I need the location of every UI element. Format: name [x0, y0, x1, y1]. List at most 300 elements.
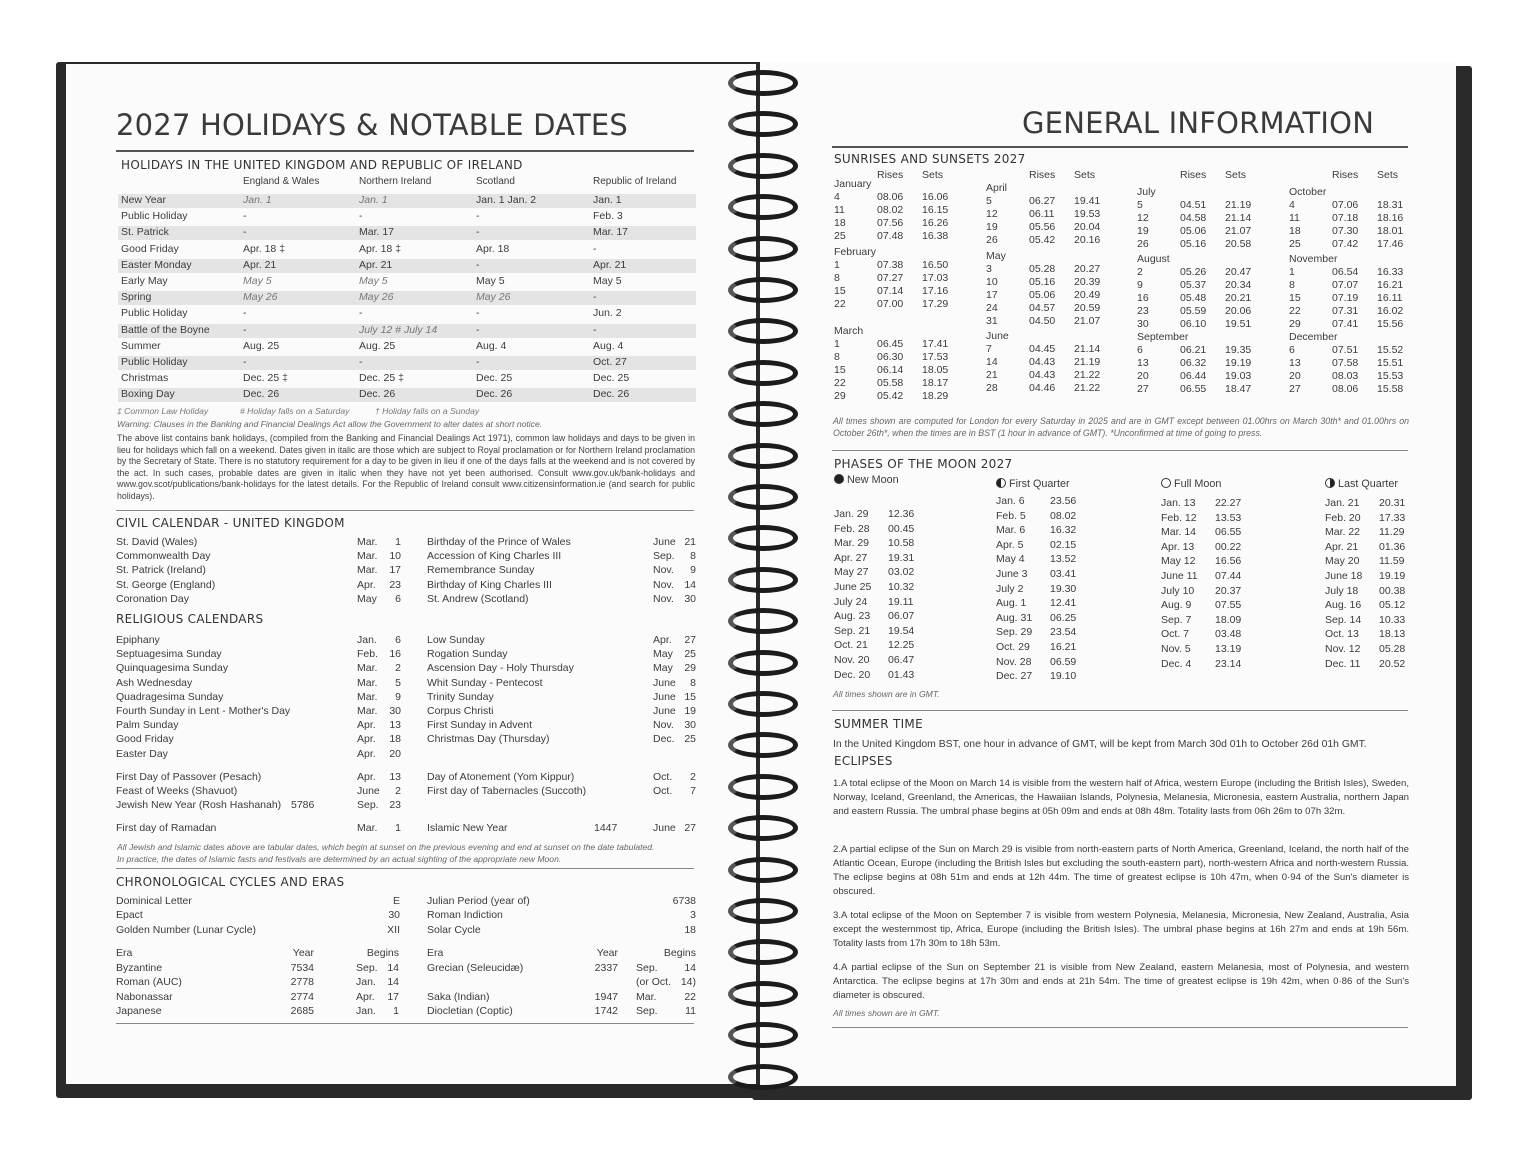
moon-date: Jan. 6 — [996, 495, 1025, 507]
islamic-day: 27 — [684, 822, 696, 834]
sun-set-time: 19.03 — [1225, 370, 1252, 382]
new-moon-icon — [834, 474, 844, 484]
sun-rise-time: 05.58 — [877, 377, 904, 389]
religious-day: 6 — [395, 634, 401, 646]
religious-event: First Sunday in Advent — [427, 719, 533, 732]
holiday-column-header: Northern Ireland — [359, 176, 432, 187]
moon-time: 00.45 — [888, 522, 915, 535]
religious-event: Corpus Christi — [427, 705, 494, 717]
moon-time: 05.28 — [1379, 643, 1406, 655]
holiday-date: July 12 # July 14 — [359, 323, 438, 336]
civil-day: 6 — [395, 592, 401, 605]
sun-set-time: 15.53 — [1377, 370, 1404, 382]
sun-rise-time: 06.32 — [1180, 357, 1207, 369]
sun-rise-time: 05.06 — [1180, 225, 1207, 237]
sun-date: 8 — [1289, 279, 1295, 291]
sun-set-time: 16.06 — [922, 191, 949, 203]
religious-heading: RELIGIOUS CALENDARS — [116, 612, 264, 626]
sun-rise-time: 07.27 — [877, 272, 904, 284]
sun-set-time: 21.07 — [1074, 315, 1101, 327]
sun-rise-time: 05.48 — [1180, 292, 1207, 304]
holiday-date: Apr. 21 — [359, 258, 393, 271]
sun-rise-time: 07.38 — [877, 259, 904, 271]
holiday-date: - — [593, 323, 597, 336]
sun-date: 22 — [834, 377, 846, 389]
sun-date: 30 — [1137, 318, 1149, 330]
moon-date: Nov. 5 — [1161, 643, 1191, 655]
moon-time: 03.02 — [888, 566, 915, 579]
cycle-value: 6738 — [672, 895, 696, 907]
sun-month: March — [834, 325, 864, 337]
sun-set-time: 18.16 — [1377, 212, 1404, 224]
last-quarter-icon — [1325, 478, 1335, 488]
spiral-ring — [728, 153, 798, 179]
holiday-date: May 5 — [359, 275, 388, 287]
era-day: 14 — [387, 962, 399, 974]
era-month: (or Oct. — [636, 976, 672, 989]
moon-note: All times shown are in GMT. — [833, 689, 940, 699]
holiday-date: Apr. 18 — [476, 242, 510, 255]
religious-event: Quinquagesima Sunday — [116, 662, 229, 675]
sun-date: 27 — [1137, 383, 1149, 395]
moon-date: July 24 — [834, 595, 868, 608]
sun-date: 6 — [1137, 344, 1143, 356]
moon-date: Apr. 27 — [834, 551, 868, 564]
ramadan-day: 1 — [395, 822, 401, 834]
sun-set-time: 15.58 — [1377, 383, 1404, 395]
civil-event: Remembrance Sunday — [427, 564, 535, 577]
civil-event: St. David (Wales) — [116, 536, 198, 548]
civil-day: 9 — [690, 564, 696, 577]
moon-date: Nov. 28 — [996, 655, 1032, 668]
moon-date: June 18 — [1325, 570, 1363, 582]
moon-date: Oct. 29 — [996, 641, 1030, 653]
sun-set-time: 15.51 — [1377, 357, 1404, 369]
holiday-date: May 26 — [243, 291, 278, 304]
holiday-date: May 26 — [359, 291, 394, 304]
sun-set-time: 18.01 — [1377, 225, 1404, 237]
era-header: Year — [596, 947, 618, 959]
spiral-ring — [728, 236, 798, 262]
sun-date: 27 — [1289, 383, 1301, 395]
era-header: Begins — [663, 947, 696, 959]
moon-time: 07.55 — [1215, 599, 1242, 612]
sun-month: May — [986, 250, 1006, 262]
cycle-name: Dominical Letter — [116, 895, 192, 907]
full-moon-icon — [1161, 478, 1171, 488]
era-day: 1 — [393, 1005, 399, 1018]
jewish-month: Apr. — [357, 771, 376, 783]
moon-date: May 27 — [834, 566, 869, 579]
eclipse-item-2: 2.A partial eclipse of the Sun on March 29 is visible from north-eastern parts of North America, Greenland, Iceland, the north half of the Atlantic Ocean, Europe (including the British Isles but excluding the south-eastern part), north-western Africa and north-western Russia. The eclipse begins at 08h 51m and ends at 12h 44m. The time of greatest eclipse is 10h 47m, when 0·94 of the Sun's diameter is obscured. — [833, 844, 1409, 897]
sun-rise-time: 05.26 — [1180, 266, 1207, 278]
jewish-day: 23 — [389, 799, 401, 812]
religious-event: Palm Sunday — [116, 719, 179, 732]
holiday-date: Dec. 26 — [359, 388, 396, 401]
moon-date: Dec. 4 — [1161, 657, 1192, 670]
sun-rise-time: 07.58 — [1332, 357, 1359, 369]
cycle-name: Solar Cycle — [427, 923, 481, 936]
era-day: 22 — [684, 990, 696, 1003]
civil-day: 21 — [684, 536, 696, 548]
holidays-heading: HOLIDAYS IN THE UNITED KINGDOM AND REPUBLIC OF IRELAND — [121, 158, 523, 172]
civil-event: St. Patrick (Ireland) — [116, 564, 206, 577]
civil-event: Birthday of the Prince of Wales — [427, 536, 571, 548]
spiral-ring — [728, 277, 798, 303]
moon-time: 19.31 — [888, 551, 915, 564]
spiral-ring — [728, 567, 798, 593]
civil-event: St. George (England) — [116, 578, 216, 591]
religious-event: Whit Sunday - Pentecost — [427, 676, 543, 689]
religious-day: 25 — [684, 648, 696, 661]
sun-rise-time: 05.16 — [1029, 276, 1056, 288]
moon-date: May 20 — [1325, 555, 1360, 568]
sun-rise-time: 07.18 — [1332, 212, 1359, 224]
moon-date: July 18 — [1325, 584, 1359, 597]
sun-date: 20 — [1137, 370, 1149, 382]
moon-date: Sep. 14 — [1325, 613, 1362, 626]
spiral-ring — [728, 194, 798, 220]
civil-day: 30 — [684, 592, 696, 605]
spiral-ring — [728, 608, 798, 634]
sun-rise-time: 06.30 — [877, 351, 904, 363]
spiral-ring — [728, 70, 798, 96]
left-page-title: 2027 HOLIDAYS & NOTABLE DATES — [116, 108, 629, 142]
religious-month: Mar. — [357, 690, 378, 703]
ramadan-month: Mar. — [357, 822, 378, 834]
era-day: 14) — [680, 976, 696, 989]
spiral-ring — [728, 774, 798, 800]
sun-set-time: 16.21 — [1377, 279, 1404, 291]
religious-note-1: All Jewish and Islamic dates above are tabular dates, which begin at sunset on the previous evening and end at sunset on the date tabulated. — [117, 842, 655, 852]
moon-date: Mar. 6 — [996, 524, 1026, 537]
holiday-legend: # Holiday falls on a Saturday — [240, 406, 350, 416]
holiday-name: Spring — [121, 291, 152, 304]
holiday-name: Battle of the Boyne — [121, 323, 210, 336]
spiral-ring — [728, 1064, 798, 1090]
sun-date: 2 — [1137, 266, 1143, 278]
holiday-date: Jun. 2 — [593, 307, 622, 320]
moon-time: 05.12 — [1379, 599, 1406, 612]
sun-date: 25 — [1289, 238, 1301, 250]
religious-note-2: In practice, the dates of Islamic fasts and festivals are determined by an actual sighting of the appropriate new Moon. — [117, 854, 562, 864]
right-title-underline — [832, 146, 1408, 148]
moon-time: 18.13 — [1379, 628, 1406, 641]
sun-rise-time: 07.41 — [1332, 318, 1359, 330]
spiral-ring — [728, 815, 798, 841]
holiday-date: Jan. 1 — [243, 194, 272, 206]
right-page-title: GENERAL INFORMATION — [1022, 106, 1375, 140]
sun-sets-label: Sets — [1377, 169, 1399, 181]
era-header: Era — [427, 947, 444, 959]
moon-time: 23.54 — [1050, 626, 1077, 639]
holiday-legend: ‡ Common Law Holiday — [117, 406, 209, 416]
sun-set-time: 21.22 — [1074, 382, 1101, 394]
era-month: Mar. — [636, 990, 657, 1003]
holiday-date: Aug. 25 — [243, 339, 280, 352]
spiral-ring — [728, 443, 798, 469]
spiral-ring — [728, 691, 798, 717]
sun-note: All times shown are computed for London for every Saturday in 2025 and are in GMT except between 01.00hrs on March 30th* and 01.00hrs on October 26th*, when the times are in BST (1 hour in advance of GMT). *Unconfirmed at time of going to press. — [833, 416, 1409, 438]
sun-heading: SUNRISES AND SUNSETS 2027 — [834, 152, 1026, 166]
moon-time: 10.32 — [888, 581, 915, 593]
sun-date: 1 — [834, 259, 840, 271]
holiday-date: Jan. 1 — [359, 194, 388, 206]
civil-month: Nov. — [653, 578, 674, 591]
sun-rise-time: 05.16 — [1180, 238, 1207, 250]
holiday-name: Boxing Day — [121, 388, 175, 401]
sun-set-time: 19.53 — [1074, 208, 1101, 220]
sun-date: 11 — [834, 204, 845, 216]
religious-day: 19 — [684, 705, 696, 717]
holiday-date: - — [243, 210, 247, 223]
moon-time: 19.30 — [1050, 582, 1077, 595]
holiday-name: Public Holiday — [121, 210, 188, 223]
civil-day: 8 — [690, 550, 696, 563]
religious-event: Ascension Day - Holy Thursday — [427, 662, 574, 675]
holiday-date: Aug. 4 — [476, 339, 507, 352]
cycle-value: 30 — [388, 909, 400, 922]
moon-time: 10.33 — [1379, 613, 1406, 626]
sun-set-time: 16.50 — [922, 259, 949, 271]
moon-time: 11.59 — [1379, 555, 1405, 568]
sun-rise-time: 06.10 — [1180, 318, 1207, 330]
era-month: Jan. — [356, 1005, 376, 1018]
era-year: 1742 — [594, 1005, 618, 1018]
islamic-year: 1447 — [594, 822, 618, 834]
jewish-day: 7 — [690, 785, 696, 798]
moon-time: 03.48 — [1215, 628, 1242, 641]
religious-event: Easter Day — [116, 747, 168, 760]
sun-set-time: 20.39 — [1074, 276, 1101, 288]
holiday-date: Apr. 21 — [243, 258, 277, 271]
sun-date: 12 — [986, 208, 998, 220]
holiday-date: Feb. 3 — [593, 210, 623, 223]
eclipse-item-4: 4.A partial eclipse of the Sun on September 21 is visible from New Zealand, eastern Melanesia, most of Polynesia, and western Antarctica. The eclipse begins at 17h 30m and ends at 21h 54m. The time of greatest eclipse is 19h 42m, when 0·86 of the Sun's diameter is obscured. — [833, 962, 1409, 1001]
sun-rise-time: 04.57 — [1029, 302, 1056, 314]
moon-time: 03.41 — [1050, 568, 1077, 580]
jewish-month: Sep. — [357, 799, 379, 812]
sun-date: 5 — [986, 195, 992, 207]
religious-event: Fourth Sunday in Lent - Mother's Day — [116, 705, 291, 717]
religious-month: Feb. — [357, 648, 379, 661]
moon-date: Jan. 29 — [834, 508, 869, 520]
moon-time: 20.52 — [1379, 657, 1406, 670]
sun-date: 23 — [1137, 305, 1149, 317]
spiral-ring — [728, 857, 798, 883]
moon-date: Sep. 21 — [834, 624, 871, 637]
moon-time: 16.21 — [1050, 641, 1077, 653]
sun-rise-time: 05.59 — [1180, 305, 1207, 317]
sun-rise-time: 07.14 — [877, 285, 904, 297]
sun-rise-time: 04.46 — [1029, 382, 1056, 394]
moon-date: Feb. 20 — [1325, 511, 1361, 524]
sun-set-time: 20.16 — [1074, 234, 1101, 246]
eclipse-divider — [832, 1027, 1408, 1028]
civil-event: St. Andrew (Scotland) — [427, 592, 529, 605]
religious-month: June — [653, 705, 676, 717]
religious-month: June — [653, 690, 676, 703]
moon-time: 12.36 — [888, 508, 915, 520]
sun-date: 28 — [986, 382, 998, 394]
sun-rise-time: 05.37 — [1180, 279, 1207, 291]
sun-set-time: 17.41 — [922, 338, 949, 350]
moon-date: Mar. 22 — [1325, 526, 1361, 539]
religious-month: Mar. — [357, 705, 378, 717]
sun-set-time: 18.47 — [1225, 383, 1252, 395]
sun-rise-time: 05.28 — [1029, 263, 1056, 275]
jewish-event: First day of Tabernacles (Succoth) — [427, 785, 587, 798]
holiday-date: Dec. 26 — [243, 388, 280, 401]
religious-month: Mar. — [357, 676, 378, 689]
sun-rise-time: 08.06 — [1332, 383, 1359, 395]
sun-month: August — [1137, 253, 1170, 265]
holiday-date: Dec. 26 — [593, 388, 630, 401]
civil-month: May — [357, 592, 377, 605]
sun-set-time: 18.31 — [1377, 199, 1404, 211]
moon-time: 19.19 — [1379, 570, 1406, 582]
eclipse-note: All times shown are in GMT. — [833, 1008, 940, 1018]
era-day: 11 — [685, 1005, 696, 1018]
moon-time: 10.58 — [888, 537, 915, 550]
moon-time: 00.22 — [1215, 540, 1242, 553]
moon-time: 01.43 — [888, 668, 915, 681]
religious-event: Ash Wednesday — [116, 676, 193, 689]
sun-sets-label: Sets — [1225, 169, 1247, 181]
moon-phase-label: New Moon — [847, 474, 899, 486]
sun-date: 11 — [1289, 212, 1300, 224]
sun-rise-time: 06.11 — [1029, 208, 1055, 220]
moon-date: June 3 — [996, 568, 1028, 580]
moon-time: 13.52 — [1050, 553, 1077, 566]
sun-rise-time: 08.06 — [877, 191, 904, 203]
moon-date: Mar. 29 — [834, 537, 870, 550]
sun-date: 1 — [834, 338, 840, 350]
civil-month: Mar. — [357, 564, 378, 577]
holiday-date: - — [359, 210, 363, 223]
jewish-day: 13 — [389, 771, 401, 783]
title-underline — [116, 150, 694, 152]
holidays-divider — [116, 510, 694, 511]
sun-rise-time: 04.43 — [1029, 369, 1056, 381]
religious-month: Mar. — [357, 662, 378, 675]
moon-phase-header — [996, 478, 1070, 490]
holiday-date: - — [476, 210, 480, 223]
moon-date: Aug. 9 — [1161, 599, 1192, 612]
moon-time: 07.44 — [1215, 570, 1242, 582]
sun-rise-time: 07.48 — [877, 230, 904, 242]
sun-rise-time: 07.30 — [1332, 225, 1359, 237]
moon-date: July 2 — [996, 582, 1024, 595]
sun-date: 8 — [834, 351, 840, 363]
holiday-date: - — [476, 226, 480, 239]
jewish-event: Feast of Weeks (Shavuot) — [116, 785, 238, 798]
sun-rise-time: 04.50 — [1029, 315, 1056, 327]
era-header: Era — [116, 947, 133, 959]
religious-day: 20 — [389, 747, 401, 760]
civil-month: Mar. — [357, 536, 378, 548]
era-year: 2778 — [290, 976, 314, 989]
summer-text: In the United Kingdom BST, one hour in advance of GMT, will be kept from March 30d 01h to October 26d 01h GMT. — [833, 739, 1367, 750]
sun-rise-time: 08.02 — [877, 204, 904, 216]
moon-time: 16.32 — [1050, 524, 1077, 537]
holiday-date: Apr. 18 ‡ — [243, 242, 286, 255]
jewish-month: Oct. — [653, 771, 673, 783]
sun-rise-time: 08.03 — [1332, 370, 1359, 382]
civil-day: 17 — [389, 564, 401, 577]
sun-month: November — [1289, 253, 1338, 265]
jewish-event: Jewish New Year (Rosh Hashanah) — [116, 799, 282, 812]
era-day: 17 — [387, 990, 399, 1003]
moon-time: 23.56 — [1050, 495, 1077, 507]
sun-set-time: 17.29 — [922, 298, 949, 310]
sun-date: 19 — [1137, 225, 1149, 237]
era-year: 2337 — [594, 962, 618, 974]
moon-time: 23.14 — [1215, 657, 1242, 670]
sun-date: 3 — [986, 263, 992, 275]
era-name: Nabonassar — [116, 990, 173, 1003]
moon-time: 17.33 — [1379, 511, 1406, 524]
sun-date: 22 — [1289, 305, 1301, 317]
moon-date: Jan. 13 — [1161, 497, 1196, 509]
holiday-date: - — [243, 226, 247, 239]
sun-date: 14 — [986, 356, 998, 368]
holiday-date: Dec. 25 ‡ — [359, 372, 404, 385]
sun-set-time: 15.56 — [1377, 318, 1404, 330]
sun-rise-time: 05.06 — [1029, 289, 1056, 301]
religious-event: Rogation Sunday — [427, 648, 508, 661]
cycle-value: XII — [387, 923, 400, 936]
sun-rise-time: 06.27 — [1029, 195, 1056, 207]
sun-date: 4 — [1289, 199, 1295, 211]
holiday-date: Dec. 25 — [476, 372, 513, 385]
moon-date: Aug. 23 — [834, 610, 871, 623]
sun-set-time: 20.47 — [1225, 266, 1252, 278]
sun-set-time: 21.19 — [1074, 356, 1101, 368]
religious-month: Nov. — [653, 719, 674, 732]
era-month: Sep. — [636, 1005, 658, 1018]
religious-month: May — [653, 648, 673, 661]
sun-set-time: 21.14 — [1074, 343, 1101, 355]
sun-set-time: 19.35 — [1225, 344, 1252, 356]
holiday-row-shade — [118, 291, 696, 305]
holiday-name: St. Patrick — [121, 226, 169, 239]
moon-time: 19.54 — [888, 624, 915, 637]
sun-date: 18 — [834, 217, 846, 229]
sun-date: 6 — [1289, 344, 1295, 356]
sun-date: 1 — [1289, 266, 1295, 278]
sun-date: 25 — [834, 230, 846, 242]
moon-time: 20.31 — [1379, 497, 1406, 509]
era-year: 2774 — [290, 990, 314, 1003]
religious-day: 30 — [684, 719, 696, 732]
holiday-date: Dec. 26 — [476, 388, 513, 401]
holiday-date: - — [243, 323, 247, 336]
moon-time: 01.36 — [1379, 540, 1406, 553]
religious-event: Septuagesima Sunday — [116, 648, 222, 661]
holiday-name: Public Holiday — [121, 356, 188, 368]
sun-date: 15 — [1289, 292, 1301, 304]
sun-rise-time: 07.31 — [1332, 305, 1359, 317]
sun-rise-time: 04.45 — [1029, 343, 1056, 355]
moon-phase-header — [1325, 478, 1398, 490]
sun-rise-time: 06.45 — [877, 338, 904, 350]
religious-day: 5 — [395, 676, 401, 689]
era-year: 2685 — [290, 1005, 314, 1018]
holiday-date: May 5 — [476, 275, 505, 287]
religious-event: Epiphany — [116, 634, 160, 646]
holiday-date: Aug. 4 — [593, 339, 624, 352]
